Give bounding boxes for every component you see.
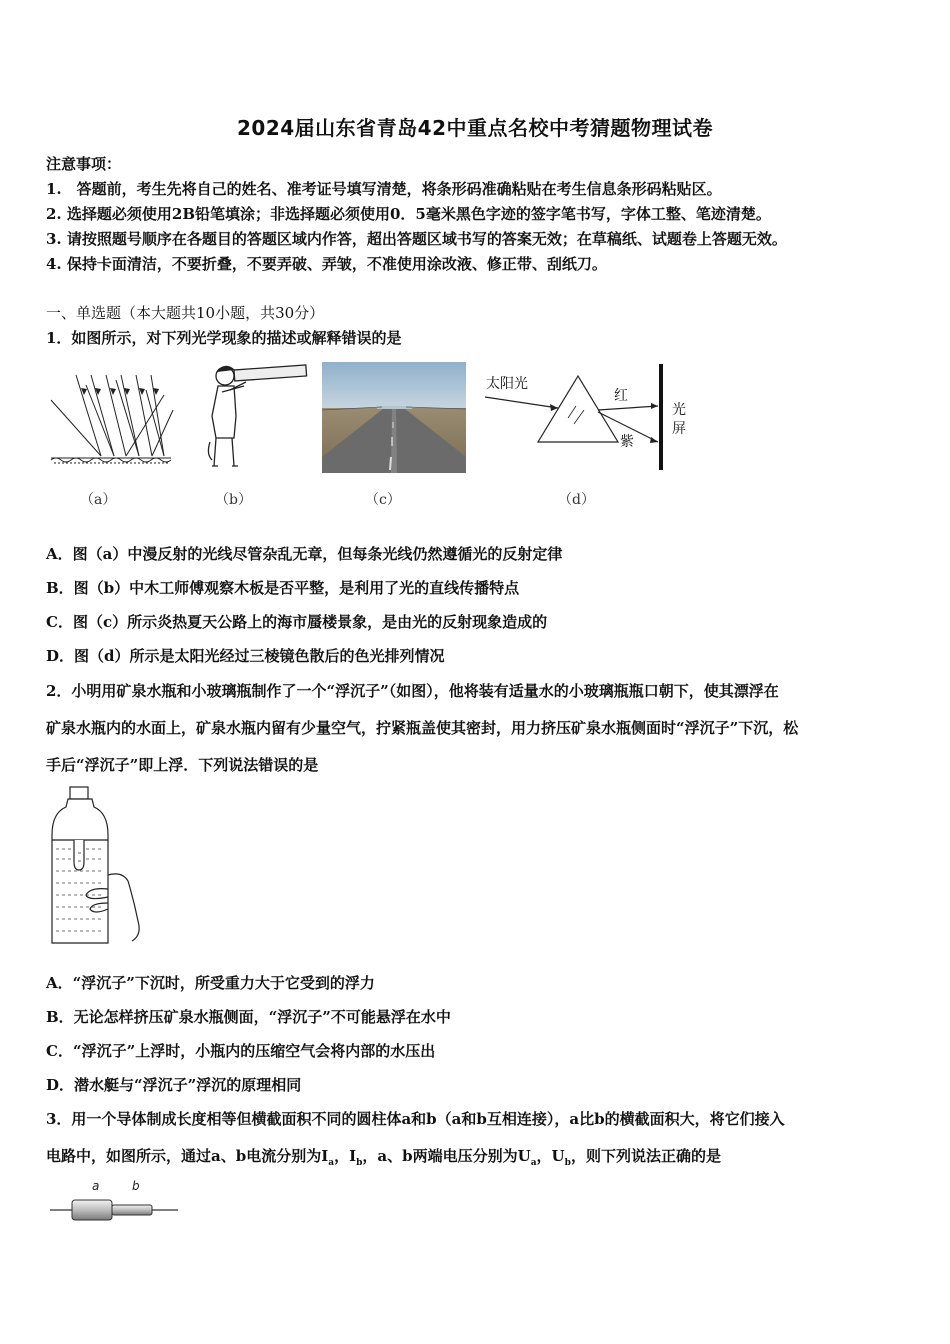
label-a: a	[92, 1179, 100, 1193]
cartesian-diver-figure	[48, 785, 148, 950]
notice-item: 1. 答题前，考生先将自己的姓名、准考证号填写清楚，将条形码准确粘贴在考生信息条形码粘贴区。	[46, 180, 722, 198]
caption-c: （c）	[365, 492, 401, 508]
caption-d: （d）	[558, 492, 595, 508]
section-heading: 一、单选题（本大题共10小题，共30分）	[46, 304, 325, 322]
q2-option-a: A．“浮沉子”下沉时，所受重力大于它受到的浮力	[46, 974, 375, 992]
notice-heading: 注意事项：	[46, 155, 122, 173]
label-sunlight: 太阳光	[486, 376, 528, 392]
caption-b: （b）	[215, 492, 252, 508]
carpenter-figure	[200, 362, 310, 472]
q1-option-b: B．图（b）中木工师傅观察木板是否平整，是利用了光的直线传播特点	[46, 579, 520, 597]
prism-dispersion-figure	[480, 362, 700, 474]
page-title: 2024届山东省青岛42中重点名校中考猜题物理试卷	[237, 116, 713, 140]
q3-stem-line: 3．用一个导体制成长度相等但横截面积不同的圆柱体a和b（a和b互相连接），a比b的横截面积大，将它们接入	[46, 1110, 785, 1128]
label-violet: 紫	[620, 434, 634, 450]
q1-stem: 1．如图所示，对下列光学现象的描述或解释错误的是	[46, 329, 402, 347]
q2-option-b: B．无论怎样挤压矿泉水瓶侧面，“浮沉子”不可能悬浮在水中	[46, 1008, 451, 1026]
q2-stem-line: 手后“浮沉子”即上浮．下列说法错误的是	[46, 756, 319, 774]
q2-option-d: D．潜水艇与“浮沉子”浮沉的原理相同	[46, 1076, 302, 1094]
q1-option-a: A．图（a）中漫反射的光线尽管杂乱无章，但每条光线仍然遵循光的反射定律	[46, 545, 563, 563]
q2-option-c: C．“浮沉子”上浮时，小瓶内的压缩空气会将内部的水压出	[46, 1042, 436, 1060]
q3-stem-line: 电路中，如图所示，通过a、b电流分别为$I_a$，$I_b$，a、b两端电压分别为$U_a$，$U_b$，则下列说法正确的是	[46, 1147, 721, 1168]
notice-item: 2. 选择题必须使用2B铅笔填涂；非选择题必须使用0．5毫米黑色字迹的签字笔书写，字体工整、笔迹清楚。	[46, 205, 771, 223]
notice-item: 4. 保持卡面清洁，不要折叠，不要弄破、弄皱，不准使用涂改液、修正带、刮纸刀。	[46, 255, 607, 273]
q1-option-d: D．图（d）所示是太阳光经过三棱镜色散后的色光排列情况	[46, 647, 445, 665]
diffuse-reflection-figure	[46, 370, 176, 470]
conductor-ab-figure	[48, 1176, 183, 1228]
notice-item: 3. 请按照题号顺序在各题目的答题区域内作答，超出答题区域书写的答案无效；在草稿纸、试题卷上答题无效。	[46, 230, 787, 248]
q1-option-c: C．图（c）所示炎热夏天公路上的海市蜃楼景象，是由光的反射现象造成的	[46, 613, 548, 631]
label-screen-1: 光	[672, 402, 686, 418]
caption-a: （a）	[80, 492, 117, 508]
label-screen-2: 屏	[672, 421, 686, 437]
label-b: b	[132, 1179, 140, 1193]
label-red: 红	[614, 388, 628, 404]
road-mirage-photo	[322, 362, 466, 473]
q2-stem-line: 2．小明用矿泉水瓶和小玻璃瓶制作了一个“浮沉子”（如图），他将装有适量水的小玻璃瓶瓶口朝下，使其漂浮在	[46, 682, 779, 700]
q2-stem-line: 矿泉水瓶内的水面上，矿泉水瓶内留有少量空气，拧紧瓶盖使其密封，用力挤压矿泉水瓶侧面时“浮沉子”下沉，松	[46, 719, 799, 737]
